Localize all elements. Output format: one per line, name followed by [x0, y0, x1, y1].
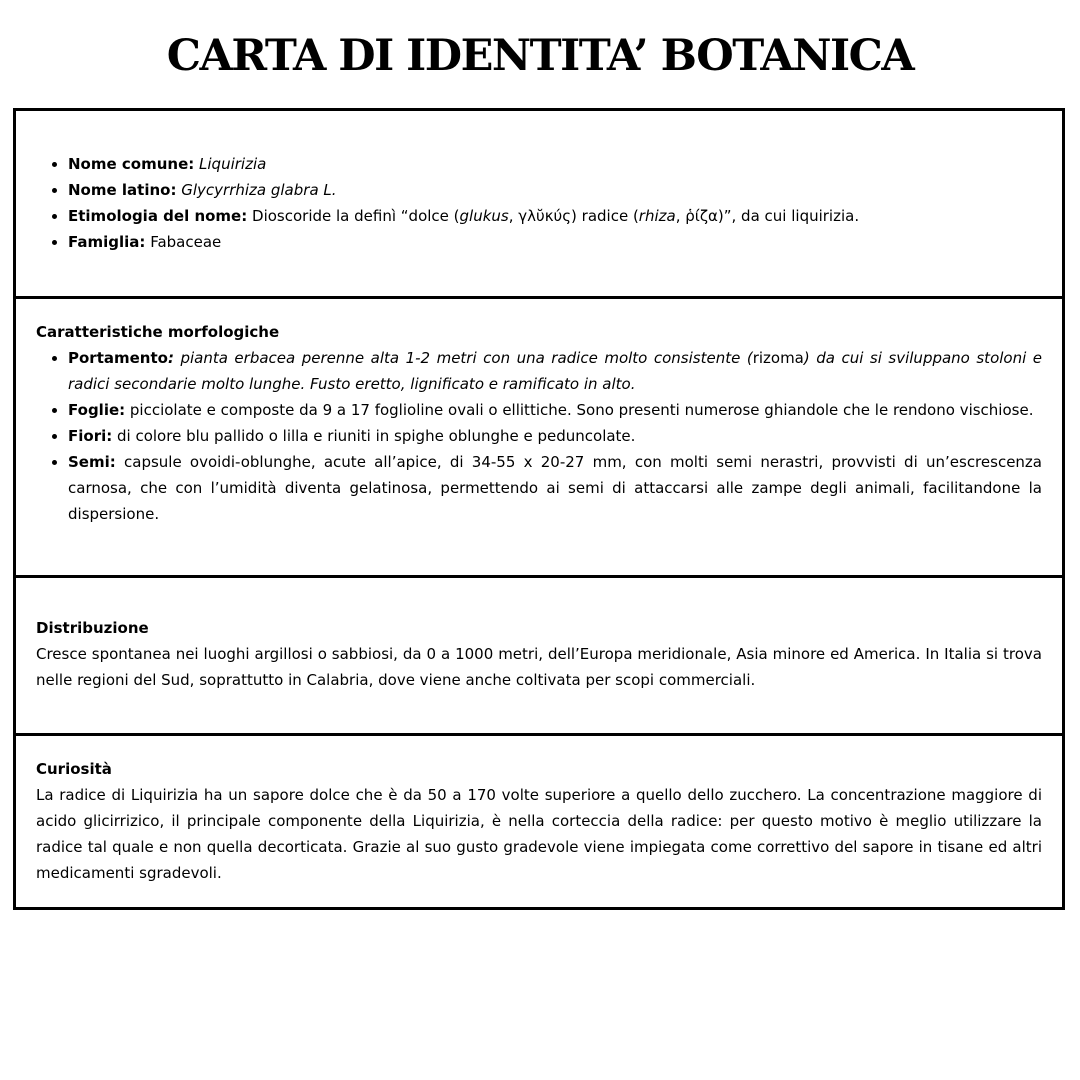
- etymology-glukus: glukus: [459, 207, 509, 225]
- curiosity-heading: Curiosità: [36, 760, 112, 778]
- identity-list: [36, 151, 1042, 255]
- latin-name-value: Glycyrrhiza glabra L.: [181, 181, 337, 199]
- list-item-family: [68, 229, 1042, 255]
- morphology-list: [36, 345, 1042, 527]
- list-item-portamento: [68, 345, 1042, 397]
- portamento-text: ) da cui si sviluppano stoloni e radici secondarie molto lunghe. Fusto eretto, lignificato e ramificato in alto.: [68, 349, 1043, 393]
- distribution-section: [16, 575, 1062, 733]
- distribution-text: Cresce spontanea nei luoghi argillosi o sabbiosi, da 0 a 1000 metri, dell’Europa meridionale, Asia minore ed America. In Italia si trova nelle regioni del Sud, soprattutto in Calabria, dove viene anche coltivata per scopi commerciali.: [36, 645, 1042, 689]
- list-item-etymology: [68, 203, 1042, 229]
- semi-text: capsule ovoidi-oblunghe, acute all’apice, di 34-55 x 20-27 mm, con molti semi nerastri, provvisti di un’escrescenza carnosa, che con l’umidità diventa gelatinosa, permettendo ai semi di attaccarsi alle zampe degli animali, facilitandone la dispersione.: [68, 453, 1042, 523]
- latin-name-label: Nome latino:: [68, 181, 177, 199]
- identity-section: [16, 111, 1062, 296]
- family-value: Fabaceae: [150, 233, 222, 251]
- portamento-text: pianta erbacea perenne alta 1-2 metri con una radice molto consistente (: [173, 349, 753, 367]
- foglie-label: Foglie:: [68, 401, 126, 419]
- etymology-text: Dioscoride la definì “dolce (: [252, 207, 460, 225]
- portamento-rizoma: rizoma: [752, 349, 804, 367]
- morphology-section: [16, 296, 1062, 575]
- portamento-label: Portamento: [68, 349, 168, 367]
- morphology-heading: Caratteristiche morfologiche: [36, 323, 280, 341]
- foglie-text: picciolate e composte da 9 a 17 foglioline ovali o ellittiche. Sono presenti numerose ghiandole che le rendono vischiose.: [125, 401, 1034, 419]
- distribution-heading: Distribuzione: [36, 619, 149, 637]
- etymology-label: Etimologia del nome:: [68, 207, 248, 225]
- curiosity-section: [16, 733, 1062, 907]
- list-item-latin-name: [68, 177, 1042, 203]
- portamento-colon: :: [167, 349, 174, 367]
- etymology-text: , ῥίζα)”, da cui liquirizia.: [675, 207, 860, 225]
- list-item-common-name: [68, 151, 1042, 177]
- identity-card: [13, 108, 1065, 910]
- page-title: CARTA DI IDENTITA’ BOTANICA: [166, 31, 914, 81]
- etymology-rhiza: rhiza: [638, 207, 676, 225]
- curiosity-text: La radice di Liquirizia ha un sapore dolce che è da 50 a 170 volte superiore a quello dello zucchero. La concentrazione maggiore di acido glicirrizico, il principale componente della Liquirizia, è nella corteccia della radice: per questo motivo è meglio utilizzare la radice tal quale e non quella decorticata. Grazie al suo gusto gradevole viene impiegata come correttivo del sapore in tisane ed altri medicamenti sgradevoli.: [36, 786, 1042, 882]
- list-item-fiori: [68, 423, 1042, 449]
- etymology-text: , γλῠκύς) radice (: [508, 207, 639, 225]
- list-item-foglie: [68, 397, 1042, 423]
- family-label: Famiglia:: [68, 233, 146, 251]
- list-item-semi: [68, 449, 1042, 527]
- fiori-text: di colore blu pallido o lilla e riuniti in spighe oblunghe e peduncolate.: [112, 427, 636, 445]
- common-name-label: Nome comune:: [68, 155, 195, 173]
- fiori-label: Fiori:: [68, 427, 113, 445]
- common-name-value: Liquirizia: [199, 155, 267, 173]
- semi-label: Semi:: [68, 453, 116, 471]
